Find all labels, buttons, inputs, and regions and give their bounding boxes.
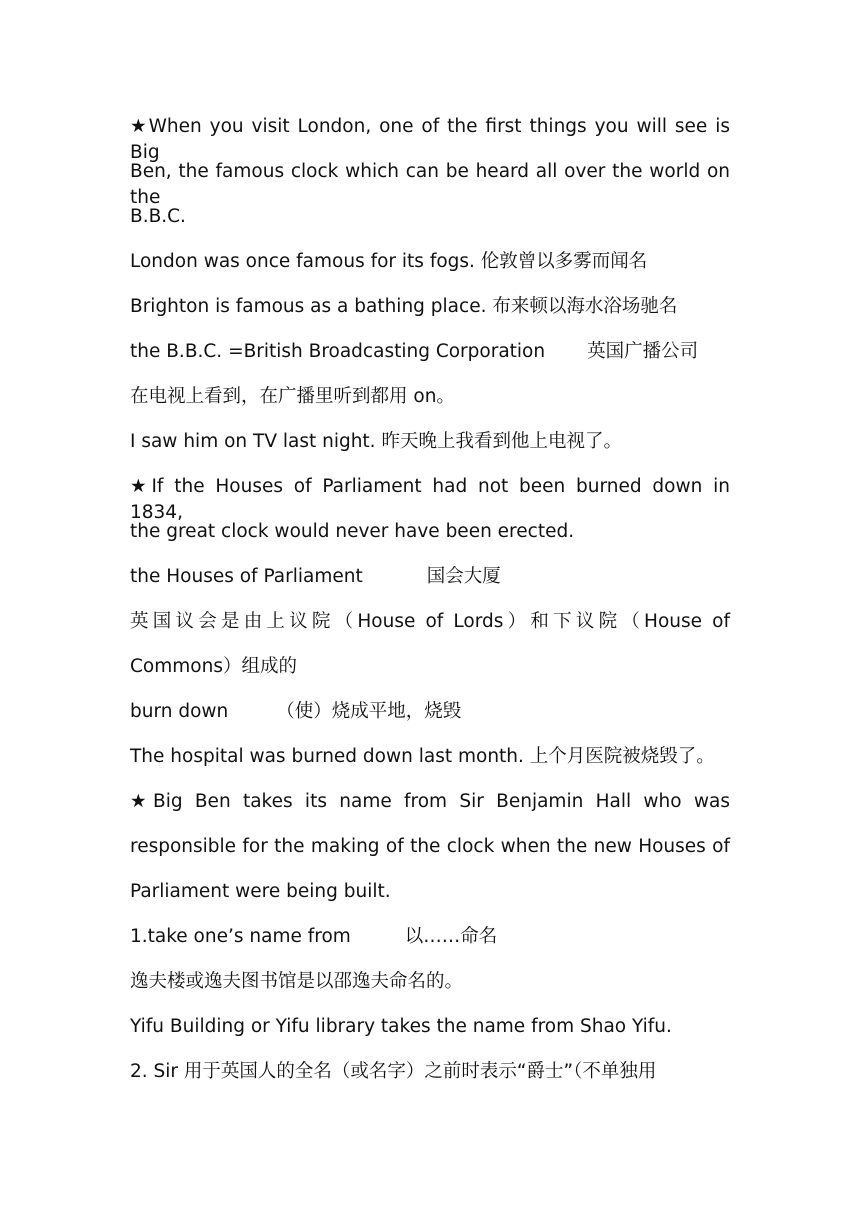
vocab-term: 1.take one’s name from (130, 926, 351, 947)
text-line: Parliament were being built. (130, 881, 391, 902)
text-line: B.B.C. (130, 206, 186, 227)
text-line: Ben, the famous clock which can be heard all over the world on the (130, 161, 730, 208)
text-line: 逸夫楼或逸夫图书馆是以邵逸夫命名的。 (130, 971, 464, 992)
text-line: 在电视上看到，在广播里听到都用 on。 (130, 386, 455, 407)
text-line: I saw him on TV last night. 昨天晚上我看到他上电视了。 (130, 431, 622, 452)
text-line: ★If the Houses of Parliament had not been burned down in 1834, (130, 476, 730, 523)
text-line: Brighton is famous as a bathing place. 布来顿以海水浴场驰名 (130, 296, 678, 317)
vocab-meaning: 英国广播公司 (587, 341, 699, 362)
text-line: London was once famous for its fogs. 伦敦曾以多雾而闻名 (130, 251, 648, 272)
text-line: ★Big Ben takes its name from Sir Benjamin Hall who was (130, 791, 730, 812)
vocab-line (130, 564, 730, 590)
vocab-line (130, 339, 730, 365)
vocab-line (130, 699, 730, 725)
vocab-line (130, 924, 730, 950)
text-line: 2. Sir 用于英国人的全名（或名字）之前时表示“爵士”（不单独用 (130, 1061, 657, 1082)
vocab-term: the B.B.C. =British Broadcasting Corporation (130, 341, 546, 362)
vocab-term: the Houses of Parliament (130, 566, 363, 587)
vocab-meaning: 以……命名 (404, 926, 498, 947)
vocab-meaning: 国会大厦 (426, 566, 501, 587)
text-line: ★When you visit London, one of the first things you will see is Big (130, 116, 730, 163)
text-line: 英国议会是由上议院（House of Lords）和下议院（House of (130, 611, 730, 632)
text-line: the great clock would never have been erected. (130, 521, 575, 542)
text-line: The hospital was burned down last month. 上个月医院被烧毁了。 (130, 746, 715, 767)
text-line: responsible for the making of the clock when the new Houses of (130, 836, 730, 857)
vocab-meaning: （使）烧成平地，烧毁 (276, 701, 462, 722)
vocab-term: burn down (130, 701, 229, 722)
text-line: Commons）组成的 (130, 656, 297, 677)
text-line: Yifu Building or Yifu library takes the name from Shao Yifu. (130, 1016, 672, 1037)
